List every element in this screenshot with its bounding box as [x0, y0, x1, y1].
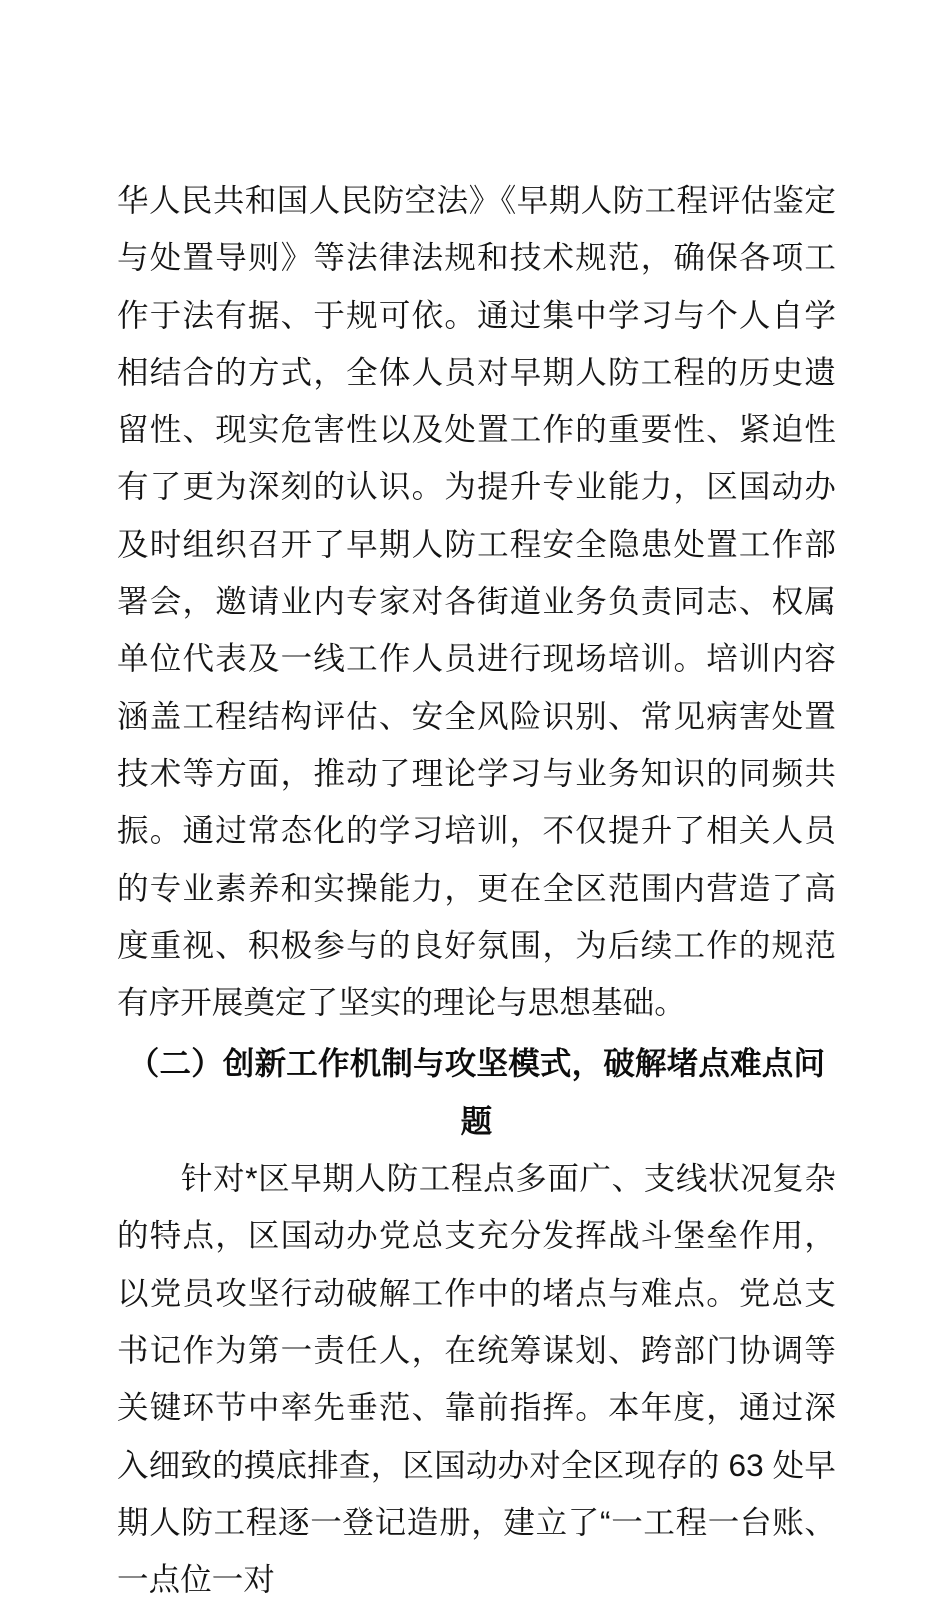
paragraph-innovation-mechanism: 针对*区早期人防工程点多面广、支线状况复杂的特点，区国动办党总支充分发挥战斗堡垒作用，以党员攻坚行动破解工作中的堵点与难点。党总支书记作为第一责任人，在统筹谋划、跨部门协调等关键环节中率先垂范、靠前指挥。本年度，通过深入细致的摸底排查，区国动办对全区现存的 63 处早期人防工程逐一登记造册，建立了“一工程一台账、一点位一对	[117, 1160, 836, 1598]
page-content-area	[117, 172, 836, 1608]
paragraph-continued-study: 华人民共和国人民防空法》《早期人防工程评估鉴定与处置导则》等法律法规和技术规范，确保各项工作于法有据、于规可依。通过集中学习与个人自学相结合的方式，全体人员对早期人防工程的历史遗留性、现实危害性以及处置工作的重要性、紧迫性有了更为深刻的认识。为提升专业能力，区国动办及时组织召开了早期人防工程安全隐患处置工作部署会，邀请业内专家对各街道业务负责同志、权属单位代表及一线工作人员进行现场培训。培训内容涵盖工程结构评估、安全风险识别、常见病害处置技术等方面，推动了理论学习与业务知识的同频共振。通过常态化的学习培训，不仅提升了相关人员的专业素养和实操能力，更在全区范围内营造了高度重视、积极参与的良好氛围，为后续工作的规范有序开展奠定了坚实的理论与思想基础。	[117, 182, 836, 1021]
section-heading-two: （二）创新工作机制与攻坚模式，破解堵点难点问题	[127, 1045, 826, 1139]
